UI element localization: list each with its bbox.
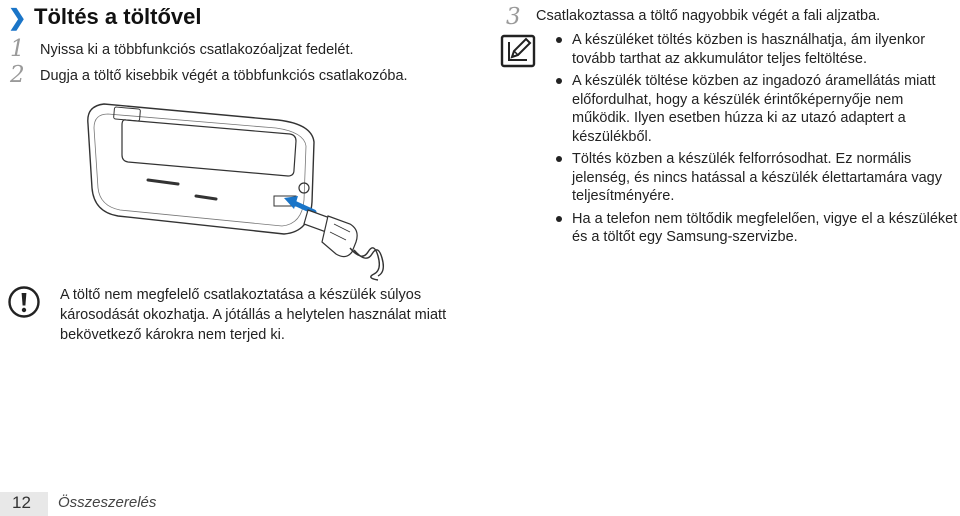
bullet-text: A készülék töltése közben az ingadozó áramellátás miatt előfordulhat, hogy a készülék érintőképernyője nem működik. Ilyen esetben húzza ki az utazó adaptert a készülékből. (572, 73, 936, 145)
bullet-dot (556, 78, 562, 84)
note-bullet-list (556, 31, 960, 251)
warning-text: A töltő nem megfelelő csatlakoztatása a készülék súlyos károsodását okozhatja. A jótállás a helytelen használat miatt bekövetkező károkra nem terjed ki. (60, 287, 447, 343)
note-pencil-icon (500, 34, 536, 68)
bullet-text: A készüléket töltés közben is használhatja, ám ilyenkor tovább tarthat az akkumulátor teljes feltöltése. (572, 32, 926, 67)
bullet-text: Töltés közben a készülék felforrósodhat. Ez normális jelenség, és nincs hatással a készülék élettartamára vagy teljesítményére. (572, 151, 942, 204)
step-number: 1 (10, 36, 25, 62)
chapter-name: Összeszerelés (58, 494, 157, 511)
step-number: 2 (10, 62, 25, 88)
page-number: 12 (12, 493, 31, 512)
list-item (556, 210, 960, 247)
exclamation-circle-icon (8, 286, 40, 318)
list-item (556, 31, 960, 68)
section-title: Töltés a töltővel (34, 4, 202, 29)
list-item (556, 150, 960, 206)
step-text: Csatlakoztassa a töltő nagyobbik végét a fali aljzatba. (536, 8, 881, 24)
section-chevron-icon: ❯ (8, 5, 27, 30)
bullet-dot (556, 156, 562, 162)
bullet-text: Ha a telefon nem töltődik megfelelően, vigye el a készüléket és a töltőt egy Samsung-szervizbe. (572, 210, 958, 245)
step-text: Nyissa ki a többfunkciós csatlakozóaljzat fedelét. (40, 42, 354, 58)
phone-charger-illustration (78, 84, 398, 284)
step-text: Dugja a töltő kisebbik végét a többfunkciós csatlakozóba. (40, 68, 408, 84)
list-item (556, 72, 960, 146)
bullet-dot (556, 37, 562, 43)
bullet-dot (556, 216, 562, 222)
step-number: 3 (506, 4, 521, 30)
